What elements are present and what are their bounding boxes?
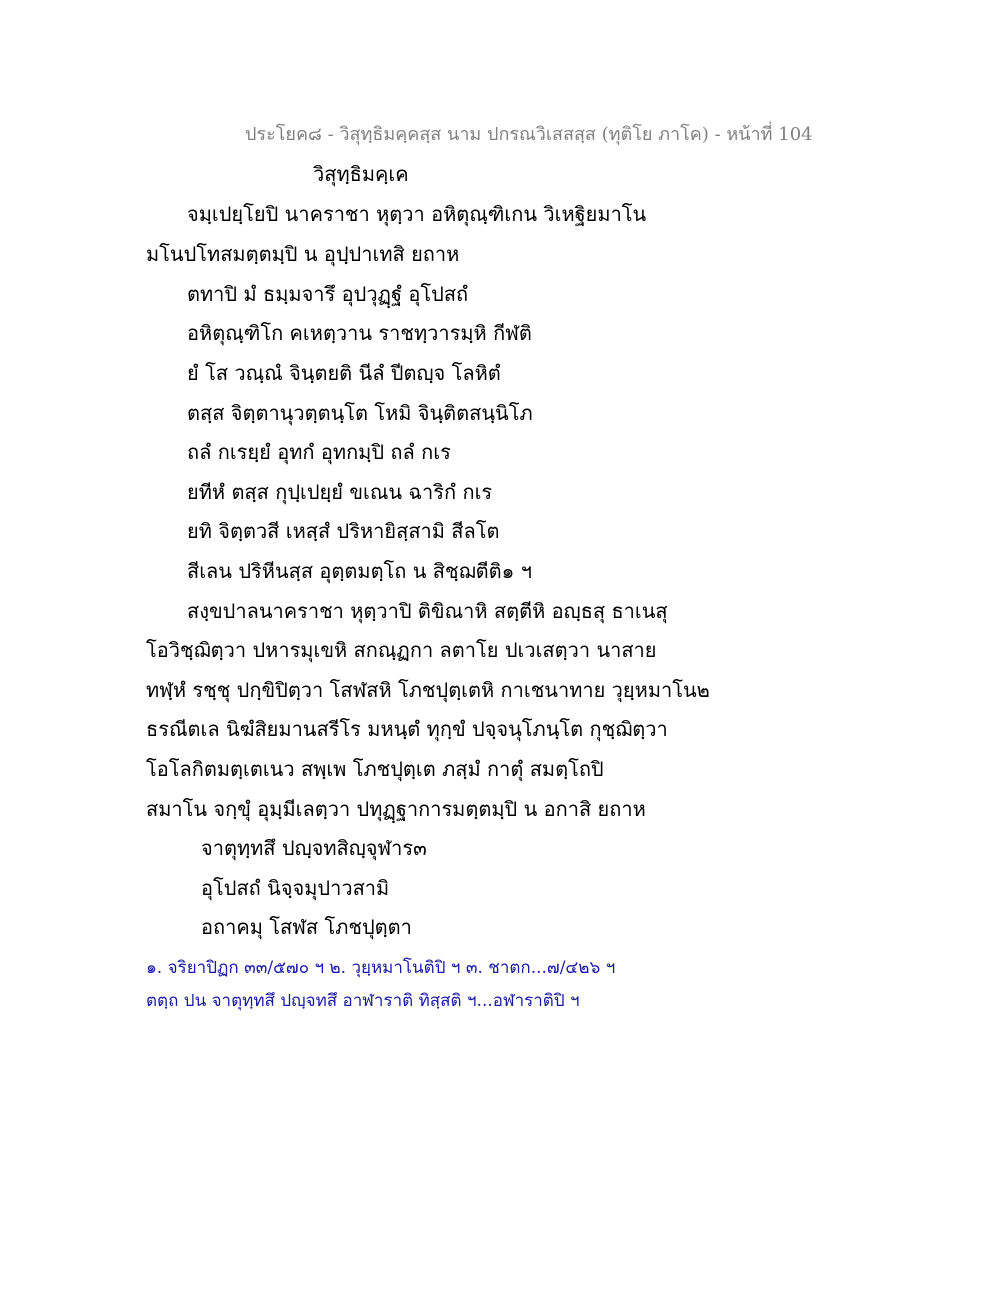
verse-line: สีเลน ปริหีนสฺส อุตฺตมตฺโถ น สิชฺฌตีติ๑ ฯ bbox=[187, 559, 532, 583]
book-title: วิสุทฺธิมคฺเค bbox=[313, 162, 409, 186]
verse-line: อถาคมุ โสฬส โภชปุตฺตา bbox=[201, 915, 412, 939]
verse-line: สงฺขปาลนาคราชา หุตฺวาปิ ติขิณาหิ สตฺตีหิ อญฺธสุ ธาเนสุ bbox=[187, 599, 668, 623]
verse-line: ทฬฺหํ รชฺชุ ปกฺขิปิตฺวา โสฬสหิ โภชปุตฺเตหิ กาเชนาทาย วุยฺหมาโน๒ bbox=[146, 678, 710, 702]
verse-line: อหิตุณฺฑิโก คเหตฺวาน ราชทฺวารมฺหิ กีฬติ bbox=[187, 321, 532, 345]
verse-line: ตสฺส จิตฺตานุวตฺตนฺโต โหมิ จินฺติตสนฺนิโภ bbox=[187, 401, 533, 425]
verse-line: ยทิ จิตฺตวสี เหสฺสํ ปริหายิสฺสามิ สีลโต bbox=[187, 519, 500, 543]
verse-line: มโนปโทสมตฺตมฺปิ น อุปฺปาเทสิ ยถาห bbox=[146, 242, 460, 266]
page-header: ประโยค๘ - วิสุทฺธิมคฺคสฺส นาม ปกรณวิเสสสฺส (ทุติโย ภาโค) - หน้าที่ 104 bbox=[245, 124, 813, 145]
footnote: ตตฺถ ปน จาตุทฺทสึ ปญฺจทสึ อาฬาราติ ทิสฺสติ ฯ...อฬาราติปิ ฯ bbox=[146, 991, 580, 1011]
verse-line: โอโลกิตมตฺเตเนว สพฺเพ โภชปุตฺเต ภสฺมํ กาตุํ สมตฺโถปิ bbox=[146, 757, 604, 781]
verse-line: ยํ โส วณฺณํ จินฺตยติ นีลํ ปีตญฺจ โลหิตํ bbox=[187, 361, 501, 385]
verse-line: ถลํ กเรยฺยํ อุทกํ อุทกมฺปิ ถลํ กเร bbox=[187, 440, 451, 464]
verse-line: ตทาปิ มํ ธมฺมจารึ อุปวุฏฺฐํ อุโปสถํ bbox=[187, 282, 469, 306]
verse-line: จาตุทฺทสึ ปญฺจทสิญฺจุฬาร๓ bbox=[201, 836, 427, 860]
verse-line: ธรณีตเล นิฆํสิยมานสรีโร มหนฺตํ ทุกฺขํ ปจฺจนุโภนฺโต กุชฺฌิตฺวา bbox=[146, 717, 668, 741]
verse-line: สมาโน จกฺขุํ อุมฺมีเลตฺวา ปทุฏฺฐาการมตฺตมฺปิ น อกาสิ ยถาห bbox=[146, 797, 646, 821]
verse-line: อุโปสถํ นิจฺจมุปาวสามิ bbox=[201, 876, 390, 900]
verse-line: จมฺเปยฺโยปิ นาคราชา หุตฺวา อหิตุณฺฑิเกน วิเหฐิยมาโน bbox=[187, 202, 647, 226]
verse-line: ยทีหํ ตสฺส กุปฺเปยฺยํ ขเณน ฉาริกํ กเร bbox=[187, 480, 493, 504]
verse-line: โอวิชฺฌิตฺวา ปหารมุเขหิ สกณฺฏกา ลตาโย ปเวเสตฺวา นาสาย bbox=[146, 638, 657, 662]
footnote: ๑. จริยาปิฏก ๓๓/๕๗๐ ฯ ๒. วุยฺหมาโนติปิ ฯ ๓. ชาตก...๗/๔๒๖ ฯ bbox=[146, 958, 616, 978]
